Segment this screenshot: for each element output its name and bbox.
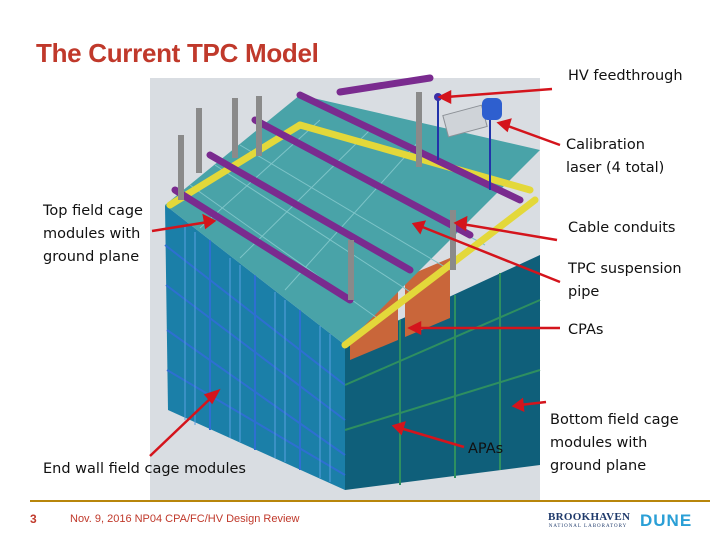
callout-top-field-cage <box>43 200 143 269</box>
callout-bottom-fc-line1: Bottom field cage <box>550 412 679 428</box>
callout-apas-text: APAs <box>468 441 504 457</box>
callout-tpc-susp-line2: pipe <box>568 284 600 300</box>
callout-calibration-line2: laser (4 total) <box>566 160 665 176</box>
callout-bottom-fc-line3: ground plane <box>550 458 647 474</box>
callout-hv-feedthrough-text: HV feedthrough <box>568 68 683 84</box>
footer-rule <box>30 500 710 502</box>
callout-calibration-laser <box>566 134 664 180</box>
callout-tpc-suspension-pipe <box>568 258 682 304</box>
slide-number: 3 <box>30 512 37 526</box>
callout-bottom-fc-line2: modules with <box>550 435 648 451</box>
callout-calibration-line1: Calibration <box>566 137 645 153</box>
callout-cpas <box>568 319 603 342</box>
callout-bottom-field-cage <box>550 409 679 478</box>
dune-logo: DUNE <box>640 511 693 530</box>
callout-top-fc-line1: Top field cage <box>43 203 143 219</box>
callout-hv-feedthrough <box>568 65 683 88</box>
brookhaven-logo-subtext: NATIONAL LABORATORY <box>548 524 628 529</box>
slide-title: The Current TPC Model <box>36 38 319 68</box>
calibration-laser-head <box>482 98 502 120</box>
callout-end-wall <box>43 458 246 481</box>
callout-top-fc-line2: modules with <box>43 226 141 242</box>
brookhaven-logo-text: BROOKHAVEN <box>548 511 631 523</box>
footer-text: Nov. 9, 2016 NP04 CPA/FC/HV Design Review <box>70 513 300 525</box>
callout-cable-conduits <box>568 217 675 240</box>
callout-apas <box>468 438 503 461</box>
callout-top-fc-line3: ground plane <box>43 249 140 265</box>
callout-tpc-susp-line1: TPC suspension <box>568 261 682 277</box>
callout-cpas-text: CPAs <box>568 322 604 338</box>
callout-end-wall-text: End wall field cage modules <box>43 461 246 477</box>
brookhaven-logo <box>548 510 631 532</box>
callout-cable-conduits-text: Cable conduits <box>568 220 676 236</box>
